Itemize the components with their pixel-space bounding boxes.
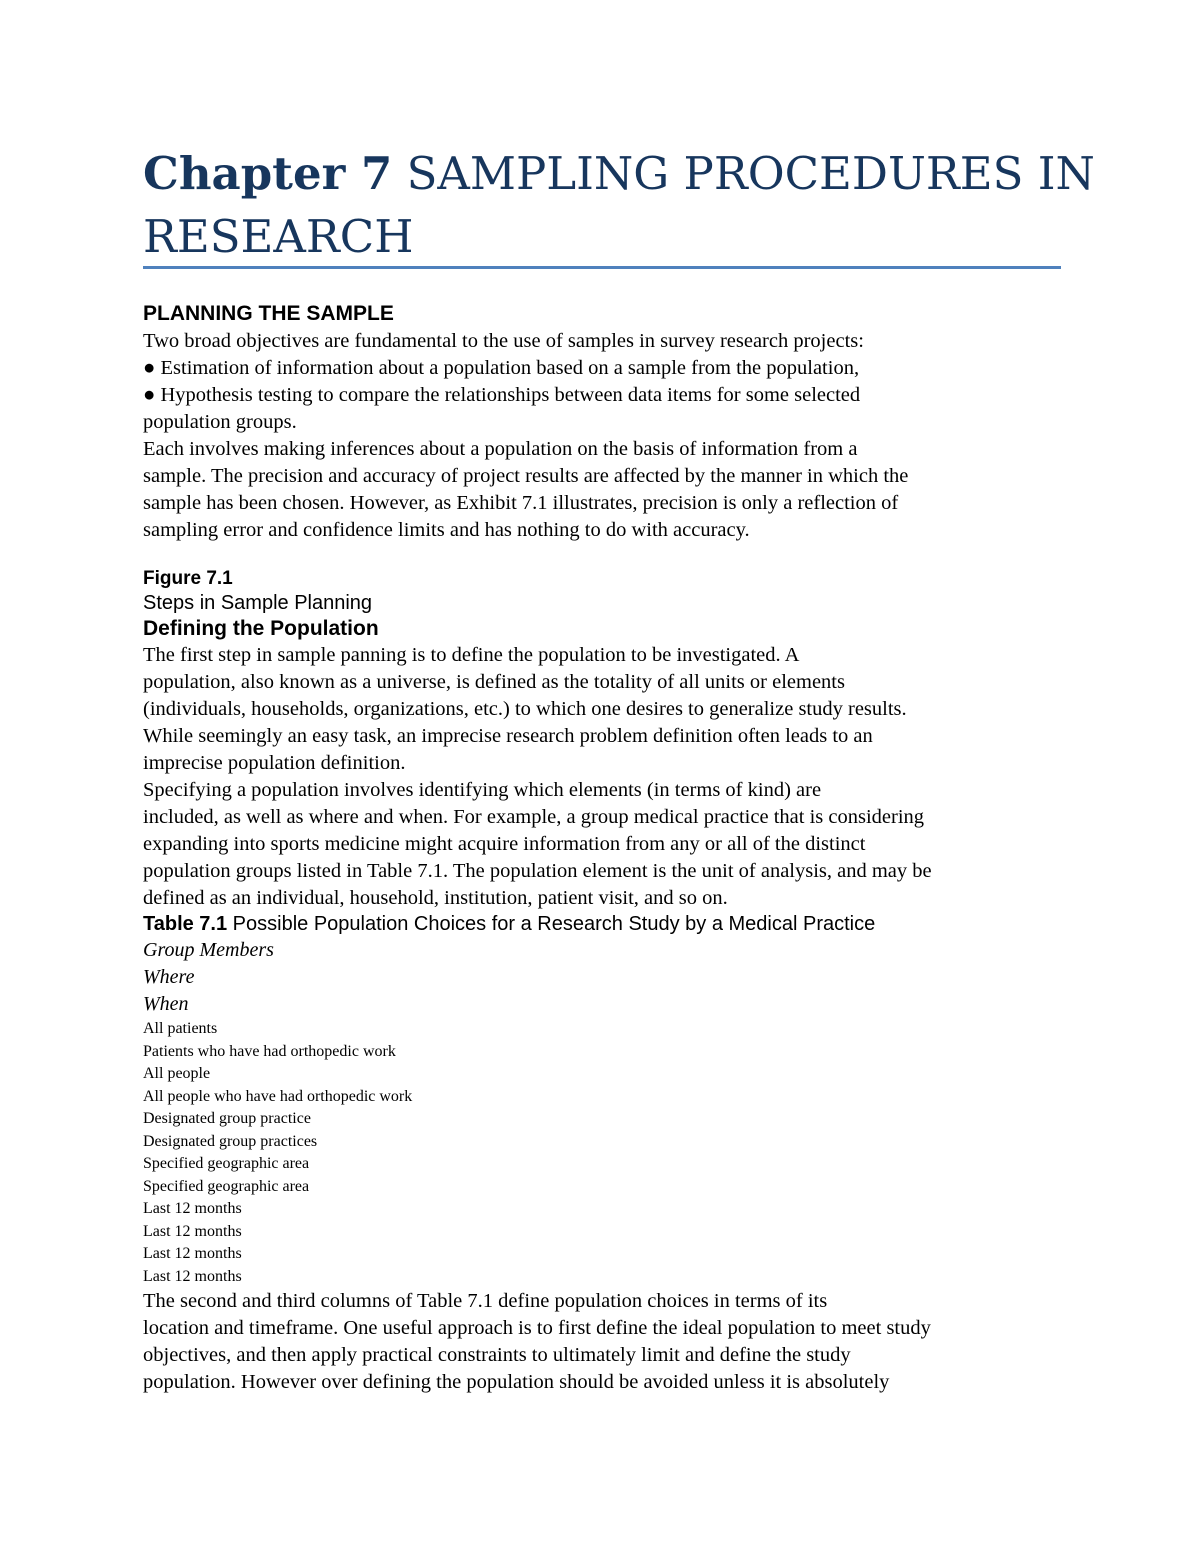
- bullet-item: ● Estimation of information about a population based on a sample from the population,: [143, 357, 860, 379]
- paragraph-line: (individuals, households, organizations, etc.) to which one desires to generalize study results.: [143, 698, 907, 720]
- chapter-title: [143, 142, 1095, 268]
- table-cell: Patients who have had orthopedic work: [143, 1042, 396, 1060]
- table-cell: All people: [143, 1065, 211, 1082]
- table-header-when: When: [143, 993, 189, 1015]
- section-defining-text: [143, 642, 1073, 912]
- table-cell: All people who have had orthopedic work: [143, 1087, 413, 1105]
- paragraph-line: population. However over defining the population should be avoided unless it is absolutely: [143, 1371, 890, 1393]
- table-header-group-members: Group Members: [143, 939, 274, 961]
- table-label: Table 7.1: [143, 913, 228, 935]
- table-cell: Last 12 months: [143, 1200, 242, 1217]
- chapter-title-line2: RESEARCH: [143, 210, 414, 263]
- table-caption-text: Possible Population Choices for a Research Study by a Medical Practice: [227, 913, 876, 935]
- table-cell: Last 12 months: [143, 1267, 242, 1285]
- table-caption: [143, 912, 1073, 937]
- paragraph-line: expanding into sports medicine might acquire information from any or all of the distinct: [143, 833, 866, 855]
- table-header-where: Where: [143, 966, 195, 988]
- paragraph-line: population groups.: [143, 411, 297, 433]
- document-body: [143, 300, 1073, 1396]
- paragraph-line: population groups listed in Table 7.1. The population element is the unit of analysis, and may be: [143, 860, 932, 882]
- paragraph-line: defined as an individual, household, institution, patient visit, and so on.: [143, 887, 728, 909]
- chapter-title-line1: SAMPLING PROCEDURES IN: [406, 147, 1095, 200]
- table-cell: Last 12 months: [143, 1245, 242, 1262]
- figure-title: Steps in Sample Planning: [143, 592, 373, 614]
- section-heading-defining-population: Defining the Population: [143, 617, 379, 640]
- paragraph-line: location and timeframe. One useful approach is to first define the ideal population to meet study: [143, 1317, 931, 1339]
- paragraph-line: Each involves making inferences about a population on the basis of information from a: [143, 438, 858, 460]
- chapter-number: Chapter 7: [143, 147, 393, 200]
- paragraph-line: included, as well as where and when. For example, a group medical practice that is considering: [143, 806, 925, 828]
- title-underline: [143, 266, 1061, 269]
- paragraph-line: objectives, and then apply practical constraints to ultimately limit and define the study: [143, 1344, 851, 1366]
- bullet-item: ● Hypothesis testing to compare the relationships between data items for some selected: [143, 384, 861, 406]
- paragraph-line: imprecise population definition.: [143, 752, 406, 774]
- section-heading-planning: PLANNING THE SAMPLE: [143, 302, 394, 325]
- table-cell: Designated group practice: [143, 1110, 311, 1127]
- paragraph-line: While seemingly an easy task, an imprecise research problem definition often leads to an: [143, 725, 873, 747]
- paragraph-line: The first step in sample panning is to define the population to be investigated. A: [143, 644, 800, 666]
- paragraph-line: sampling error and confidence limits and has nothing to do with accuracy.: [143, 519, 750, 541]
- section-location-text: [143, 1288, 1073, 1396]
- paragraph-line: Specifying a population involves identifying which elements (in terms of kind) are: [143, 779, 822, 801]
- paragraph-line: sample. The precision and accuracy of project results are affected by the manner in which the: [143, 465, 909, 487]
- figure-label: Figure 7.1: [143, 568, 233, 589]
- table-cell: Specified geographic area: [143, 1155, 310, 1172]
- table-7-1: [143, 937, 1073, 1288]
- section-planning-text: [143, 328, 1073, 544]
- paragraph-line: The second and third columns of Table 7.1 define population choices in terms of its: [143, 1290, 828, 1312]
- paragraph-line: sample has been chosen. However, as Exhibit 7.1 illustrates, precision is only a reflection of: [143, 492, 899, 514]
- table-cell: Last 12 months: [143, 1222, 242, 1240]
- table-cell: Designated group practices: [143, 1132, 318, 1150]
- paragraph-line: population, also known as a universe, is defined as the totality of all units or elements: [143, 671, 845, 693]
- table-cell: Specified geographic area: [143, 1177, 310, 1195]
- paragraph-line: Two broad objectives are fundamental to the use of samples in survey research projects:: [143, 330, 864, 352]
- table-cell: All patients: [143, 1020, 218, 1037]
